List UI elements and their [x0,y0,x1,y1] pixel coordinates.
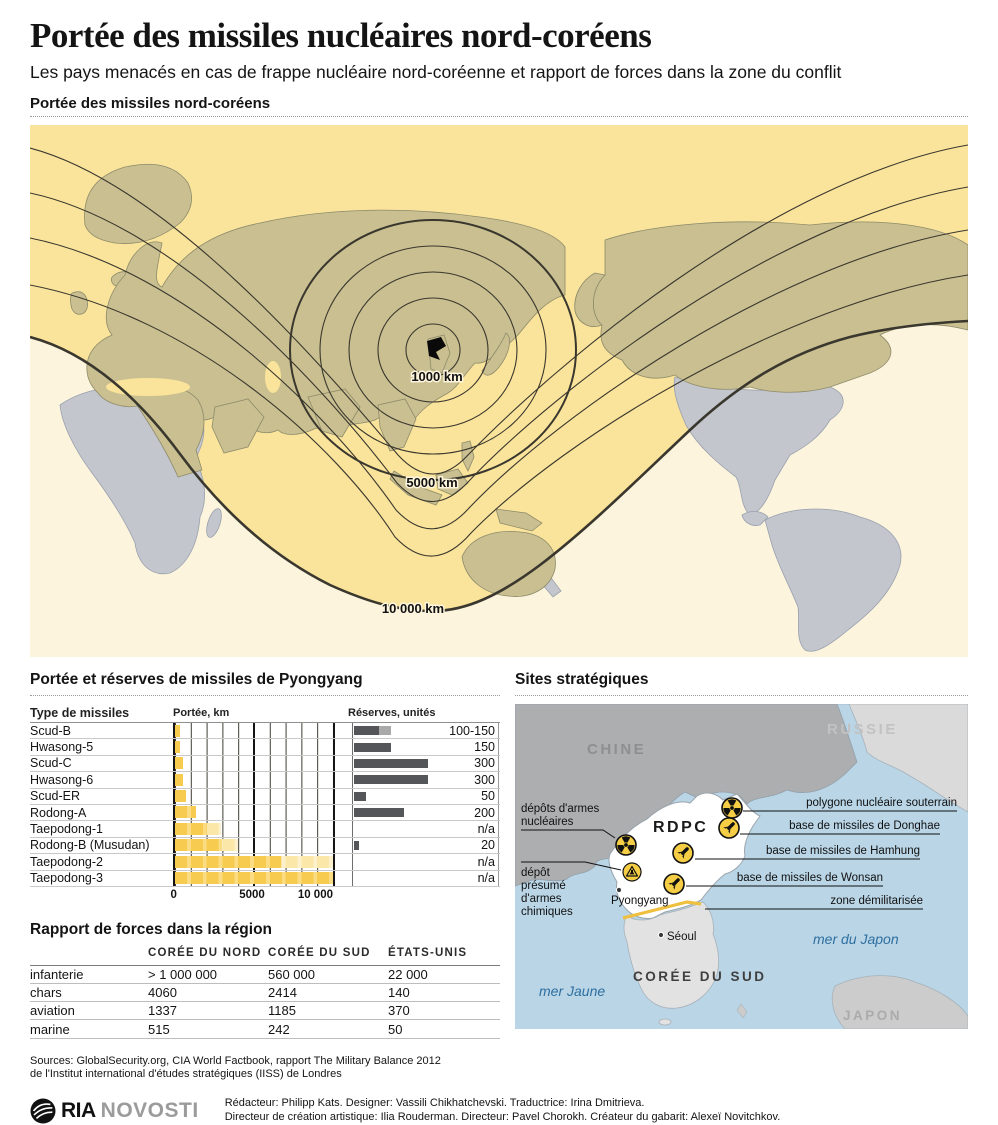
range-axis [170,887,333,903]
missile-icon [719,818,739,838]
sources-line2: de l'Institut international d'études stratégiques (IISS) de Londres [30,1068,342,1081]
forces-row-label: marine [30,1021,70,1037]
right-column [515,671,968,1082]
callout-zone-demilitarisee: zone démilitarisée [830,895,923,907]
footer [30,1096,968,1125]
range-bar [175,774,183,786]
missile-row [30,756,500,772]
chim-line4: chimiques [521,906,573,918]
infographic-page [0,16,998,1125]
forces-value: 370 [388,1003,410,1019]
missile-chart-heading: Portée et réserves de missiles de Pyongyang [30,671,363,688]
range-label-1000: 1000 km [411,369,463,384]
reserve-value: 20 [481,838,495,853]
spacer [335,805,352,820]
brand-novosti: NOVOSTI [100,1099,199,1123]
spacer [335,739,352,754]
ria-novosti-logo [30,1098,199,1124]
col-reserves-label: Réserves, unités [348,707,436,719]
reserve-bar [354,808,404,817]
forces-rows [30,965,500,1039]
reserve-bar [354,841,359,850]
label-mer-jaune: mer Jaune [539,983,606,999]
missile-range-cell [173,821,335,836]
reserve-bar [354,792,366,801]
range-label-10000: 10 000 km [381,601,445,616]
spacer [335,723,352,738]
missile-name: Hwasong-5 [30,740,94,755]
missile-row [30,739,500,755]
reserve-cell [352,789,499,804]
reserve-value: n/a [477,854,495,869]
spacer [335,838,352,853]
missile-row [30,789,500,805]
sources-note [30,1055,500,1083]
credits-line2: Directeur de création artistique: Ilia Rouderman. Directeur: Pavel Chorokh. Créateur du gabarit: Alexeï Novitchkov. [224,1111,781,1124]
missile-range-cell [173,739,335,754]
forces-value: 2414 [268,985,297,1001]
reserve-bar [354,743,391,752]
reserve-value: 200 [474,805,495,820]
reserve-cell [352,723,499,738]
forces-value: 560 000 [268,967,315,982]
missile-name: Scud-ER [30,789,81,804]
chim-line1: dépôt [521,867,550,879]
missile-icon [673,843,693,863]
forces-row-label: chars [30,985,62,1001]
radiation-icon [722,798,742,818]
label-pyongyang: Pyongyang [611,895,669,907]
reserve-value: 100-150 [449,723,495,738]
reserve-bar [354,726,379,735]
sources-line1: Sources: GlobalSecurity.org, CIA World Factbook, rapport The Military Balance 2012 [30,1054,441,1067]
missile-name: Taepodong-3 [30,871,103,886]
spacer [335,756,352,771]
world-range-map [30,125,968,657]
range-bar [175,741,180,753]
missile-chart-header [30,704,500,722]
reserve-value: n/a [477,871,495,886]
jeju-island [659,1019,671,1025]
range-bar [175,790,186,802]
missile-row [30,821,500,837]
chemical-icon [623,863,641,881]
callout-polygone-nucleaire: polygone nucléaire souterrain [806,797,957,809]
spacer [335,789,352,804]
missile-range-cell [173,838,335,853]
label-rdpc: RDPC [653,819,709,836]
missile-name: Rodong-B (Musudan) [30,838,150,853]
forces-value: 4060 [148,985,177,1001]
col-range-label: Portée, km [173,707,230,719]
divider [30,116,968,117]
missile-name: Scud-B [30,723,71,738]
col-south-korea: CORÉE DU SUD [268,946,371,959]
forces-value: > 1 000 000 [148,967,218,982]
lower-section [30,671,968,1082]
label-japon: JAPON [843,1008,903,1023]
range-bar [175,725,180,737]
forces-row [30,1020,500,1038]
missile-row [30,805,500,821]
axis-tick-5000: 5000 [239,888,265,901]
label-mer-du-japon: mer du Japon [813,931,899,947]
col-type-label: Type de missiles [30,706,130,720]
range-bar [175,823,207,835]
missile-name: Hwasong-6 [30,772,94,787]
chim-line2: présumé [521,880,566,892]
range-bar [175,872,333,884]
callout-base-donghae: base de missiles de Donghae [789,820,940,832]
sites-map-heading: Sites stratégiques [515,671,649,688]
col-united-states: ÉTATS-UNIS [388,946,468,959]
reserve-cell [352,821,499,836]
credits [225,1096,781,1125]
radiation-icon [616,835,636,855]
missile-range-cell [173,772,335,787]
missile-name: Taepodong-2 [30,854,103,869]
forces-table-header [30,947,500,965]
forces-row [30,966,500,984]
divider [30,695,500,696]
ria-globe-icon [30,1098,56,1124]
missile-range-cell [173,756,335,771]
missile-name: Taepodong-1 [30,822,103,837]
missile-name: Rodong-A [30,805,87,820]
missile-row [30,838,500,854]
label-seoul: Séoul [667,931,697,943]
credits-line1: Rédacteur: Philipp Kats. Designer: Vassili Chikhatchevski. Traductrice: Irina Dmitrieva. [224,1097,645,1110]
axis-tick-10000: 10 000 [297,888,333,901]
missile-row [30,854,500,870]
callout-base-wonsan: base de missiles de Wonsan [736,872,883,884]
forces-row [30,984,500,1002]
axis-tick-0: 0 [170,888,177,901]
reserve-value: 300 [474,772,495,787]
spacer [335,871,352,886]
caspian-sea [265,361,281,393]
forces-row-label: aviation [30,1003,75,1019]
callout-base-hamhung: base de missiles de Hamhung [765,845,920,857]
range-bar [175,856,281,868]
missile-range-cell [173,871,335,886]
page-subtitle: Les pays menacés en cas de frappe nucléaire nord-coréenne et rapport de forces dans la zone du conflit [30,62,842,82]
forces-row [30,1002,500,1020]
strategic-sites-map [515,704,968,1029]
forces-value: 50 [388,1021,403,1037]
seoul-dot [658,932,663,937]
forces-value: 140 [388,985,410,1001]
label-chine: CHINE [587,741,647,758]
missile-icon [664,874,684,894]
spacer [335,821,352,836]
spacer [335,854,352,869]
world-map-heading: Portée des missiles nord-coréens [30,95,271,112]
left-column [30,671,500,1082]
forces-row-label: infanterie [30,967,84,982]
range-bar [175,757,183,769]
reserve-cell [352,772,499,787]
page-title: Portée des missiles nucléaires nord-coréens [30,16,652,55]
missile-name: Scud-C [30,756,72,771]
brand-ria: RIA [61,1099,96,1123]
forces-value: 1337 [148,1003,177,1019]
missile-row [30,871,500,887]
reserve-value: 150 [474,740,495,755]
forces-value: 242 [268,1021,290,1037]
missile-rows [30,722,500,887]
range-bar [175,806,196,818]
missile-range-cell [173,723,335,738]
reserve-cell [352,854,499,869]
spacer [335,772,352,787]
forces-value: 515 [148,1021,170,1037]
depots-line1: dépôts d'armes [521,803,600,815]
missile-range-cell [173,789,335,804]
depots-line2: nucléaires [521,816,574,828]
reserve-cell [352,756,499,771]
reserve-value: n/a [477,822,495,837]
reserve-bar [354,775,428,784]
reserve-value: 300 [474,756,495,771]
missile-row [30,772,500,788]
reserve-bar [354,759,428,768]
reserve-cell [352,739,499,754]
reserve-cell [352,838,499,853]
forces-value: 22 000 [388,967,428,982]
missile-range-cell [173,854,335,869]
reserve-cell [352,805,499,820]
pyongyang-dot [616,887,621,892]
divider [515,695,968,696]
missile-range-cell [173,805,335,820]
range-bar [175,839,222,851]
label-coree-du-sud: CORÉE DU SUD [633,969,767,984]
reserve-value: 50 [481,789,495,804]
reserve-bar-max [379,726,391,735]
forces-value: 1185 [268,1003,296,1019]
range-label-5000: 5000 km [406,475,458,490]
reserve-cell [352,871,499,886]
chim-line3: d'armes [521,893,562,905]
col-north-korea: CORÉE DU NORD [148,946,262,959]
label-russie: RUSSIE [827,721,898,738]
missile-row [30,723,500,739]
forces-table-heading: Rapport de forces dans la région [30,920,273,938]
